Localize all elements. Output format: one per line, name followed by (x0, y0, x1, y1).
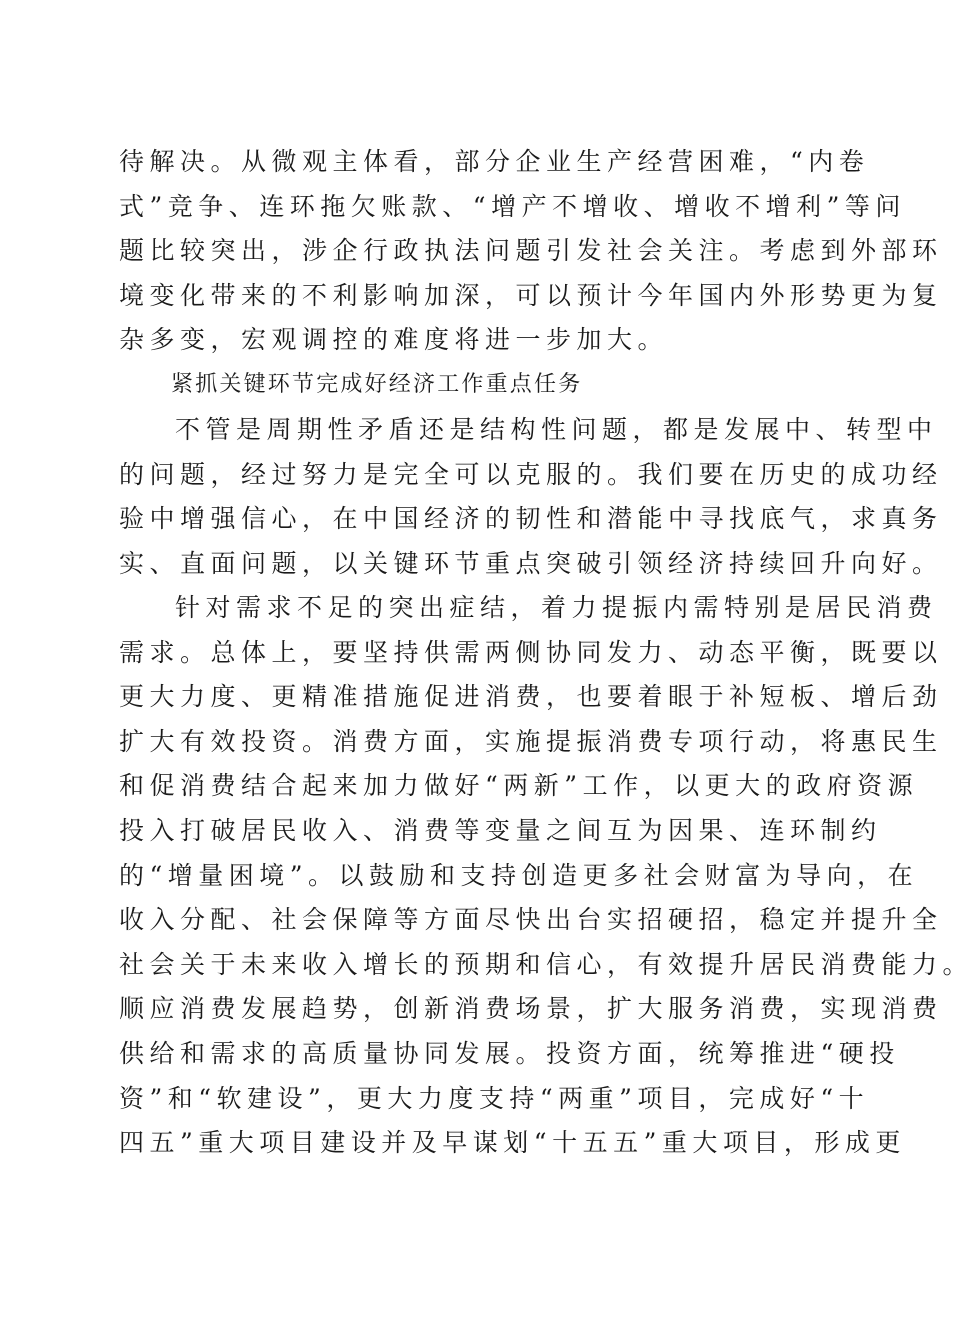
text-line: 题比较突出，涉企行政执法问题引发社会关注。考虑到外部环 (119, 236, 943, 266)
text-line: 实、直面问题，以关键环节重点突破引领经济持续回升向好。 (119, 548, 943, 578)
text-line: 和促消费结合起来加力做好“两新”工作，以更大的政府资源 (119, 771, 919, 801)
text-line: 杂多变，宏观调控的难度将进一步加大。 (119, 325, 669, 355)
text-line: 更大力度、更精准措施促进消费，也要着眼于补短板、增后劲 (119, 682, 943, 712)
text-line: 投入打破居民收入、消费等变量之间互为因果、连环制约 (119, 815, 882, 845)
text-line: 四五”重大项目建设并及早谋划“十五五”重大项目，形成更 (119, 1128, 906, 1158)
text-line: 针对需求不足的突出症结，着力提振内需特别是居民消费 (175, 593, 938, 622)
text-line: 收入分配、社会保障等方面尽快出台实招硬招，稳定并提升全 (119, 905, 943, 935)
text-line: 待解决。从微观主体看，部分企业生产经营困难，“内卷 (119, 147, 870, 176)
text-line: 的问题，经过努力是完全可以克服的。我们要在历史的成功经 (119, 459, 943, 489)
text-line: 不管是周期性矛盾还是结构性问题，都是发展中、转型中 (175, 415, 938, 444)
paragraph-demand (119, 586, 973, 1166)
text-line: 资”和“软建设”，更大力度支持“两重”项目，完成好“十 (119, 1083, 870, 1113)
paragraph-continued (119, 140, 943, 363)
section-heading (119, 363, 831, 408)
text-line: 扩大有效投资。消费方面，实施提振消费专项行动，将惠民生 (119, 726, 943, 756)
section-heading-text: 紧抓关键环节完成好经济工作重点任务 (171, 372, 583, 397)
text-line: 验中增强信心，在中国经济的韧性和潜能中寻找底气，求真务 (119, 504, 943, 534)
text-line: 的“增量困境”。以鼓励和支持创造更多社会财富为导向，在 (119, 860, 919, 890)
text-line: 式”竞争、连环拖欠账款、“增产不增收、增收不增利”等问 (119, 191, 906, 221)
text-line: 社会关于未来收入增长的预期和信心，有效提升居民消费能力。 (119, 949, 973, 979)
text-line: 需求。总体上，要坚持供需两侧协同发力、动态平衡，既要以 (119, 637, 943, 667)
text-line: 顺应消费发展趋势，创新消费场景，扩大服务消费，实现消费 (119, 994, 943, 1024)
paragraph-problems (119, 408, 943, 586)
text-line: 境变化带来的不利影响加深，可以预计今年国内外形势更为复 (119, 280, 943, 310)
text-line: 供给和需求的高质量协同发展。投资方面，统筹推进“硬投 (119, 1038, 900, 1068)
